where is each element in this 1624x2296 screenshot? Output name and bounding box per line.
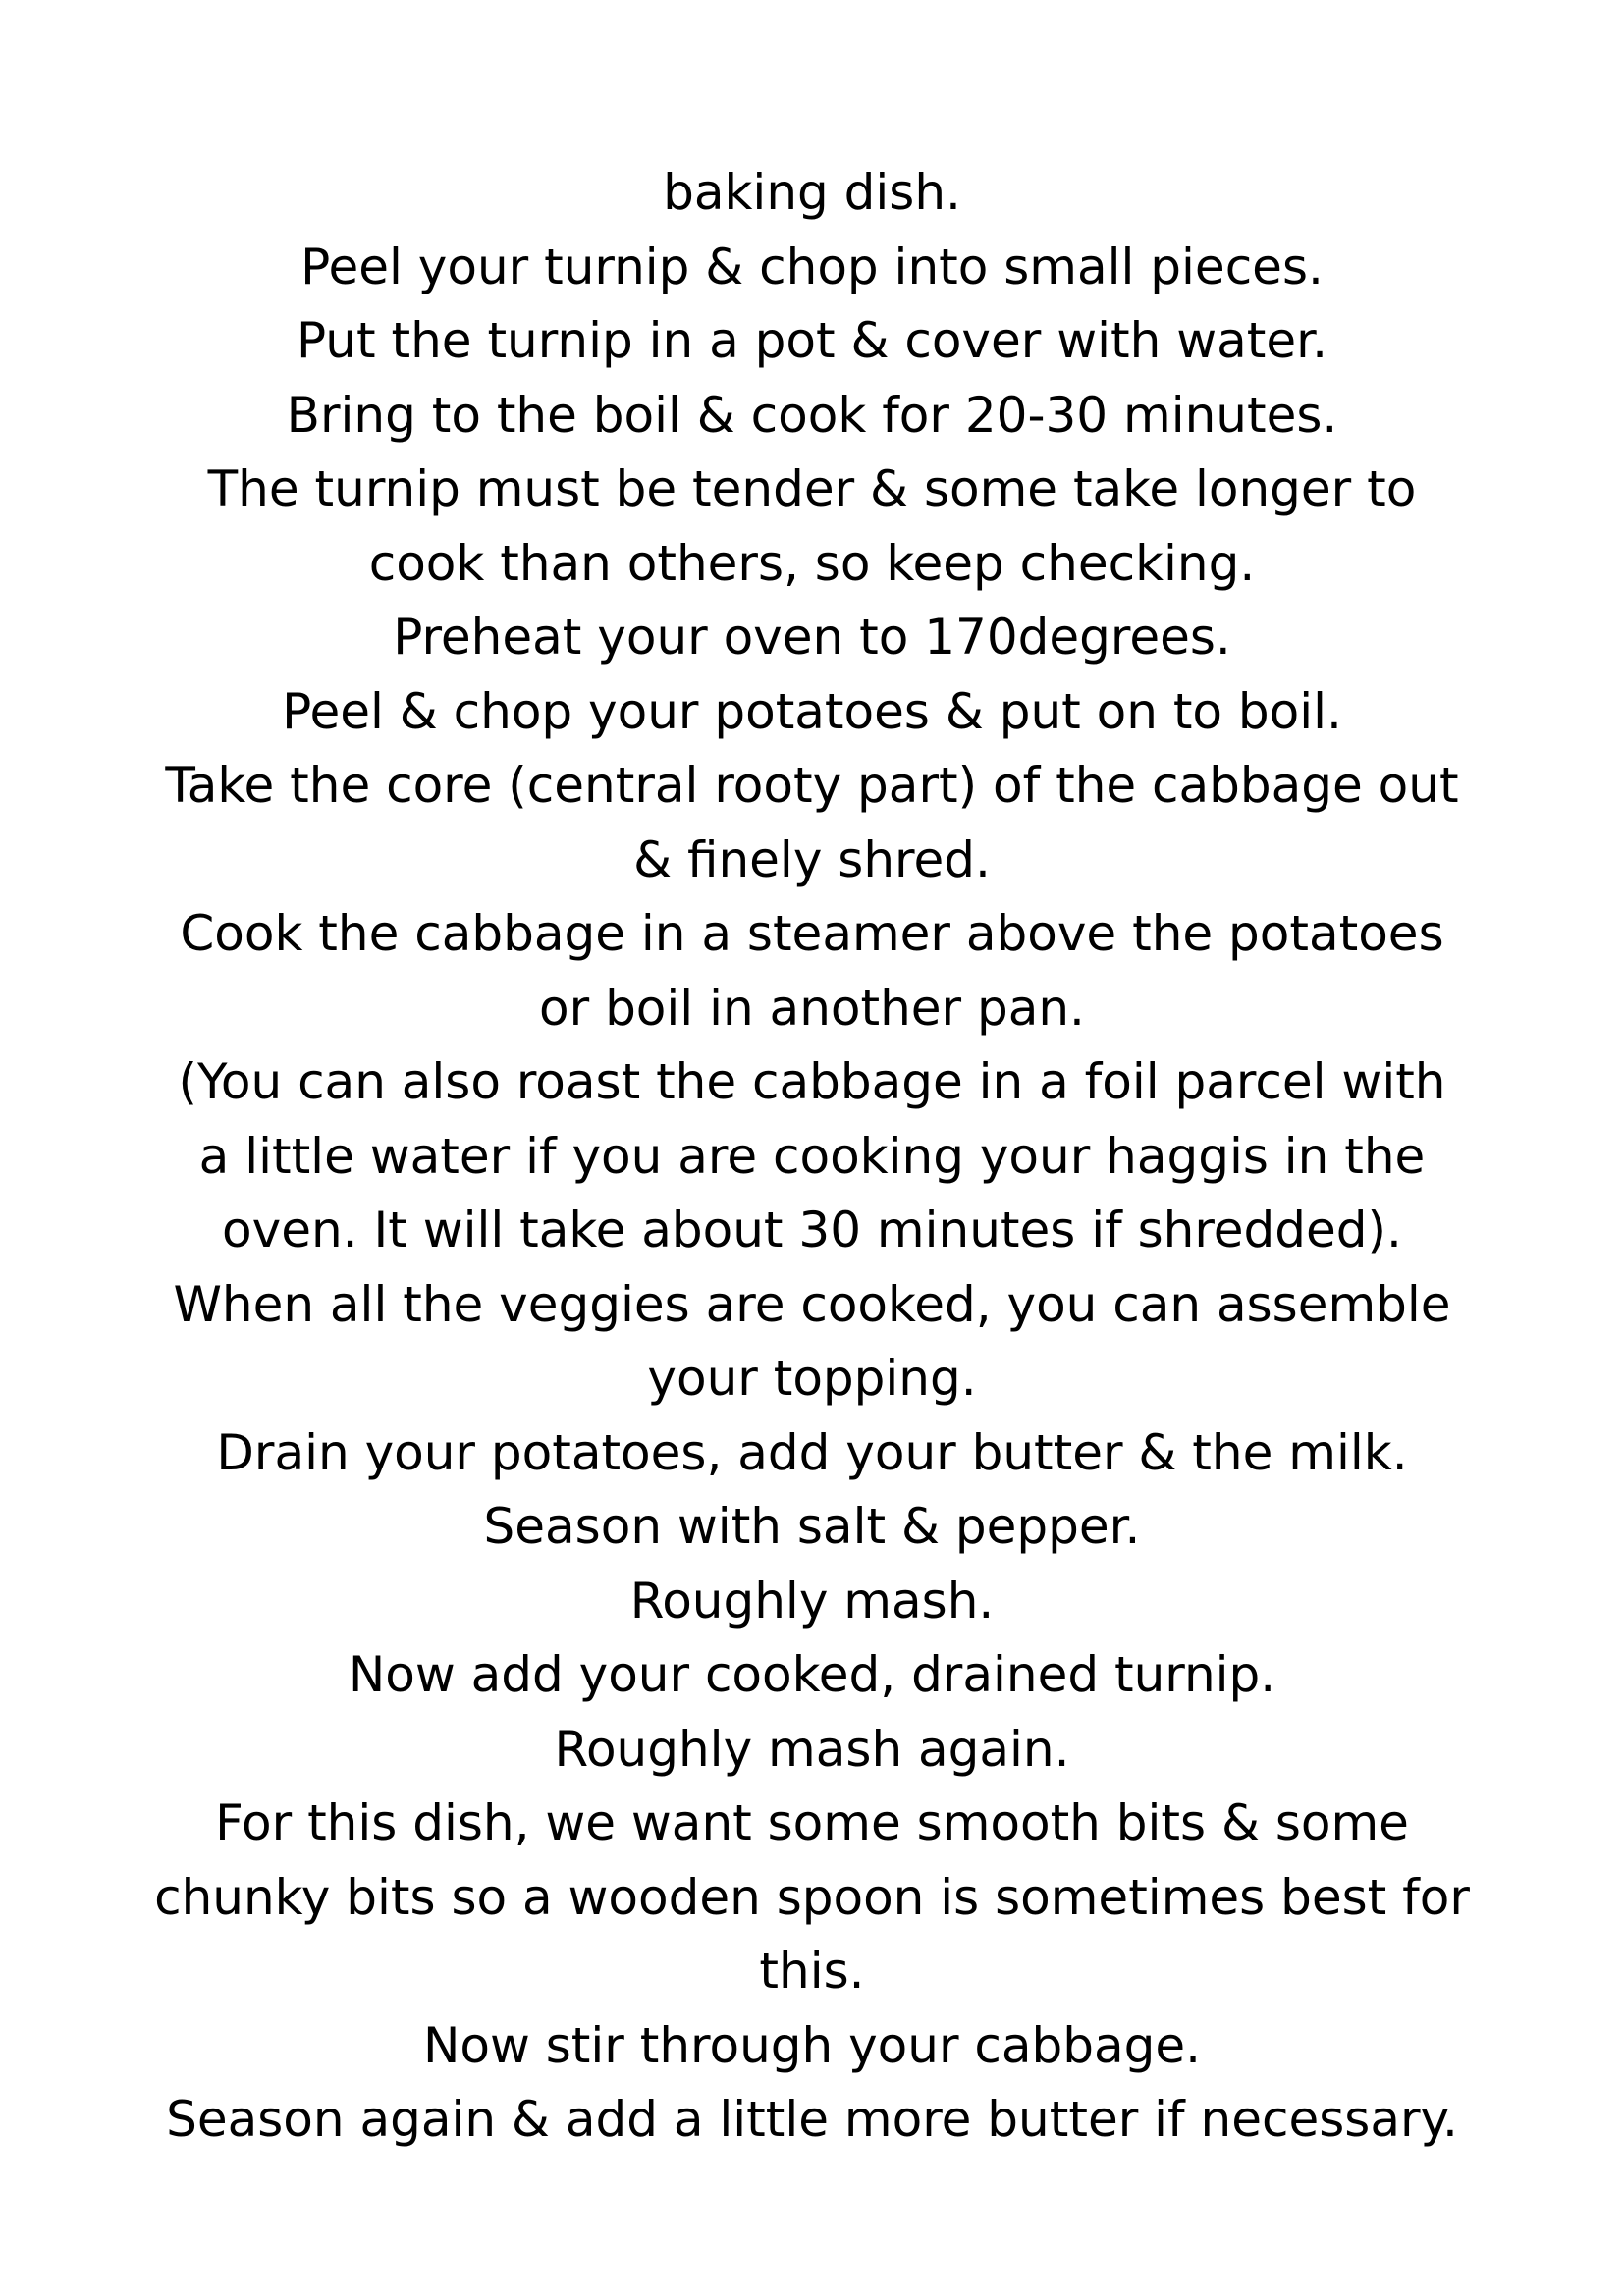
text-line: Now add your cooked, drained turnip. xyxy=(348,1646,1276,1703)
text-line: baking dish. xyxy=(663,164,961,221)
recipe-method-text xyxy=(118,156,1506,2158)
text-line: Take the core (central rooty part) of the cabbage out xyxy=(165,757,1459,814)
text-line: or boil in another pan. xyxy=(539,979,1085,1037)
text-line: For this dish, we want some smooth bits & some xyxy=(215,1794,1409,1851)
text-line: your topping. xyxy=(647,1350,977,1407)
text-line: chunky bits so a wooden spoon is sometimes best for xyxy=(154,1868,1470,1926)
text-line: Preheat your oven to 170degrees. xyxy=(393,609,1231,666)
text-line: (You can also roast the cabbage in a foil parcel with xyxy=(178,1053,1446,1110)
text-line: Season with salt & pepper. xyxy=(483,1498,1141,1555)
text-line: & finely shred. xyxy=(633,830,991,888)
text-line: Now stir through your cabbage. xyxy=(422,2016,1202,2074)
text-line: cook than others, so keep checking. xyxy=(368,534,1256,592)
text-line: Peel & chop your potatoes & put on to boil. xyxy=(282,682,1342,740)
text-line: Roughly mash again. xyxy=(554,1720,1070,1778)
text-line: Season again & add a little more butter if necessary. xyxy=(166,2091,1458,2148)
text-line: The turnip must be tender & some take longer to xyxy=(207,460,1417,517)
text-line: Bring to the boil & cook for 20-30 minutes. xyxy=(286,386,1338,444)
text-line: Cook the cabbage in a steamer above the potatoes xyxy=(180,905,1444,962)
text-line: Roughly mash. xyxy=(629,1572,995,1629)
text-line: Peel your turnip & chop into small pieces. xyxy=(300,238,1324,295)
text-line: When all the veggies are cooked, you can assemble xyxy=(173,1275,1451,1333)
text-line: this. xyxy=(759,1943,865,2000)
text-line: Put the turnip in a pot & cover with water. xyxy=(297,312,1327,369)
text-line: a little water if you are cooking your haggis in the xyxy=(198,1127,1426,1185)
text-line: Drain your potatoes, add your butter & the milk. xyxy=(216,1423,1408,1481)
text-line: oven. It will take about 30 minutes if shredded). xyxy=(222,1201,1402,1258)
